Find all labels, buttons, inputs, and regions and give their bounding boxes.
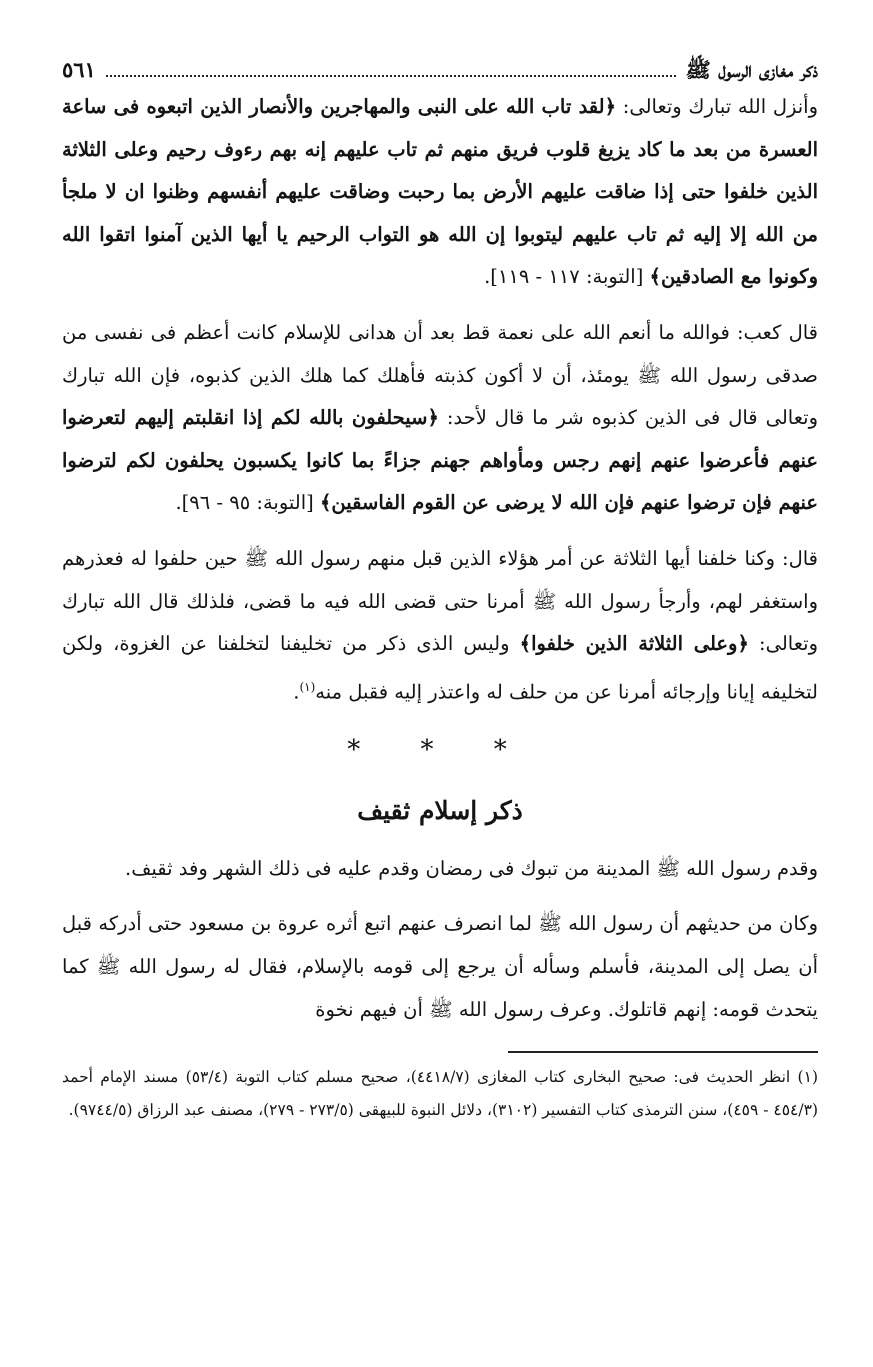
page-number: ٥٦١ [62,57,96,82]
running-title: ذكر مغازى الرسول ﷺ [685,57,818,82]
p3-end: . [293,680,300,704]
paragraph-kaab-speech [62,312,818,525]
p2-reference: [التوبة: ٩٥ - ٩٦]. [175,491,320,515]
footnote-rule [508,1051,818,1053]
section-separator-stars: * * * [347,734,533,765]
section-title: ذكر إسلام ثقيف [357,795,523,825]
paragraph-gap [62,299,818,312]
book-page [62,56,818,1126]
p1-lead: وأنزل الله تبارك وتعالى: [616,95,819,118]
p2-text: قال كعب: فوالله ما أنعم الله على نعمة قط بعد أن هدانى للإسلام كانت أعظم فى نفسى من صدقى رسول الله ﷺ يومئذ، أن لا أكون كذبته فأهلك كما هلك الذين كذبوه، فإن الله تبارك وتعالى قال فى الذين كذبوه شر ما قال لأحد: [62,320,818,430]
paragraph-gap [62,890,818,903]
paragraph-tawbah-verse [62,86,818,299]
p2-quran-quote: ﴿سيحلفون بالله لكم إذا انقلبتم إليهم لتعرضوا عنهم فأعرضوا عنهم إنهم رجس ومأواهم جهنم جزاءً بما كانوا يكسبون يحلفون لكم لترضوا عنهم فإن ترضوا عنهم فإن الله لا يرضى عن القوم الفاسقين﴾ [62,406,818,515]
paragraph-gap [62,525,818,538]
header-dot-leader [106,75,676,77]
p3-quran-quote: ﴿وعلى الثلاثة الذين خلفوا﴾ [519,632,749,656]
footnote-marker: (١) [299,679,316,694]
p3-text-continued: وليس الذى ذكر من تخليفنا لتخلفنا عن الغزوة، ولكن لتخليفه إيانا وإرجائه أمرنا عن من حلف له واعتذر إليه فقبل منه [62,632,818,704]
running-header [62,56,818,86]
footnote-text: (١) انظر الحديث فى: صحيح البخارى كتاب المغازى (٤٤١٨/٧)، صحيح مسلم كتاب التوبة (٥٣/٤) مسند الإمام أحمد (٤٥٤/٣ - ٤٥٩)، سنن الترمذى كتاب التفسير (٣١٠٢)، دلائل النبوة للبيهقى (٢٧٣/٥ - ٢٧٩)، مصنف عبد الرزاق (٩٧٤٤/٥). [62,1068,818,1119]
paragraph-three-left-behind [62,538,818,714]
paragraph-urwah-ibn-masud: وكان من حديثهم أن رسول الله ﷺ لما انصرف عنهم اتبع أثره عروة بن مسعود حتى أدركه قبل أن يصل إلى المدينة، فأسلم وسأله أن يرجع إلى قومه بالإسلام، فقال له رسول الله ﷺ كما يتحدث قومه: إنهم قاتلوك. وعرف رسول الله ﷺ أن فيهم نخوة [62,912,818,1021]
paragraph-thaqif-delegation: وقدم رسول الله ﷺ المدينة من تبوك فى رمضان وقدم عليه فى ذلك الشهر وفد ثقيف. [125,856,818,880]
p3-text: قال: وكنا خلفنا أيها الثلاثة عن أمر هؤلاء الذين قبل منهم رسول الله ﷺ حين حلفوا له فعذرهم واستغفر لهم، وأرجأ رسول الله ﷺ أمرنا حتى قضى الله فيه ما قضى، فلذلك قال الله تبارك وتعالى: [62,546,818,656]
p1-quran-quote: ﴿لقد تاب الله على النبى والمهاجرين والأنصار الذين اتبعوه فى ساعة العسرة من بعد ما كاد يزيغ قلوب فريق منهم ثم تاب عليهم إنه بهم رءوف رحيم وعلى الثلاثة الذين خلفوا حتى إذا ضاقت عليهم الأرض بما رحبت وضاقت عليهم أنفسهم وظنوا ان لا ملجأ من الله إلا إليه ثم تاب عليهم ليتوبوا إن الله هو التواب الرحيم يا أيها الذين آمنوا اتقوا الله وكونوا مع الصادقين﴾ [62,95,818,289]
p1-reference: [التوبة: ١١٧ - ١١٩]. [484,265,650,289]
